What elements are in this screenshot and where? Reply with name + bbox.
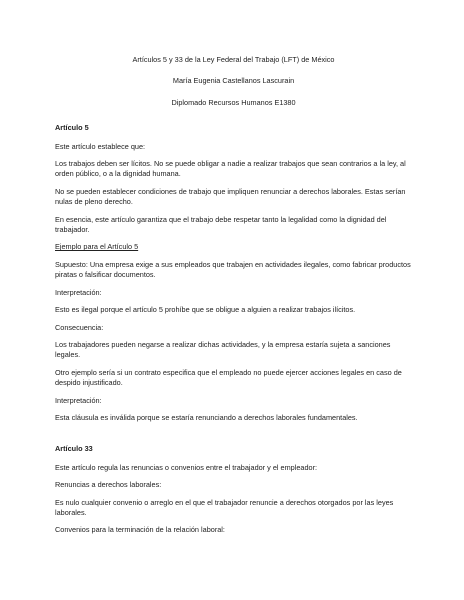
article-33-convenios-label: Convenios para la terminación de la relación laboral:	[55, 525, 225, 535]
article-5-supuesto: Supuesto: Una empresa exige a sus empleados que trabajen en actividades ilegales, como fabricar productos piratas o falsificar documentos.	[55, 259, 411, 280]
document-course: Diplomado Recursos Humanos E1380	[171, 97, 296, 107]
article-5-paragraph-1: Los trabajos deben ser lícitos. No se puede obligar a nadie a realizar trabajos que sean contrarios a la ley, al orden público, o a la dignidad humana.	[55, 159, 406, 179]
document-title: Artículos 5 y 33 de la Ley Federal del Trabajo (LFT) de México	[132, 55, 335, 64]
article-5-other-example: Otro ejemplo sería si un contrato especifica que el empleado no puede ejercer acciones legales en caso de despido injustificado.	[55, 367, 402, 388]
article-5-paragraph-3: En esencia, este artículo garantiza que el trabajo debe respetar tanto la legalidad como la dignidad del trabajador.	[55, 214, 387, 235]
article-33-section	[55, 444, 412, 535]
article-5-interpretation-label-2: Interpretación:	[55, 395, 102, 405]
article-5-interpretation-label-1: Interpretación:	[55, 287, 102, 297]
article-5-interpretation-2: Esta cláusula es inválida porque se estaría renunciando a derechos laborales fundamentales.	[55, 412, 358, 422]
article-5-consequence: Los trabajadores pueden negarse a realizar dichas actividades, y la empresa estaría sujeta a sanciones legales.	[55, 339, 391, 360]
article-33-heading: Artículo 33	[55, 444, 93, 454]
article-5-example-heading: Ejemplo para el Artículo 5	[55, 242, 139, 252]
article-5-interpretation-1: Esto es ilegal porque el artículo 5 prohíbe que se obligue a alguien a realizar trabajos ilícitos.	[55, 305, 356, 315]
article-5-paragraph-2: No se pueden establecer condiciones de trabajo que impliquen renunciar a derechos laborales. Estas serían nulas de pleno derecho.	[55, 186, 406, 207]
article-5-consequence-label: Consecuencia:	[55, 322, 104, 332]
article-5-section	[55, 123, 412, 423]
article-5-intro: Este artículo establece que:	[55, 141, 146, 151]
article-5-heading: Artículo 5	[55, 123, 89, 133]
article-33-renuncias-label: Renuncias a derechos laborales:	[55, 480, 162, 490]
document-author: María Eugenia Castellanos Lascurain	[172, 76, 295, 86]
document-header	[55, 55, 412, 108]
article-33-intro: Este artículo regula las renuncias o convenios entre el trabajador y el empleador:	[55, 462, 318, 472]
article-33-renuncias: Es nulo cualquier convenio o arreglo en el que el trabajador renuncie a derechos otorgados por las leyes laborales.	[55, 497, 394, 517]
